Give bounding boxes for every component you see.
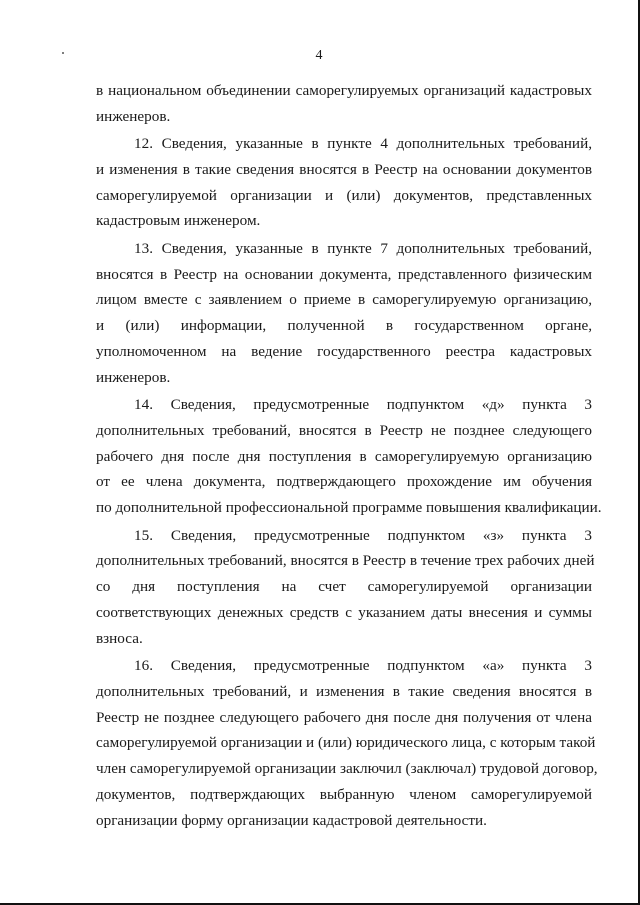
paragraph-line: дополнительных требований, вносятся в Реестр не позднее следующего — [96, 421, 592, 439]
paragraph-line: и (или) информации, полученной в государственном органе, — [96, 317, 592, 335]
paragraph-line: инженеров. — [96, 368, 171, 386]
paragraph-line: 14. Сведения, предусмотренные подпунктом «д» пункта 3 — [134, 396, 592, 414]
paragraph-line: дополнительных требований, и изменения в такие сведения вносятся в — [96, 682, 592, 700]
paragraph-line: документов, подтверждающих выбранную членом саморегулируемой — [96, 786, 592, 804]
paragraph-line: вносятся в Реестр на основании документа, представленного физическим — [96, 265, 592, 283]
paragraph-line: и изменения в такие сведения вносятся в Реестр на основании документов — [96, 160, 592, 178]
paragraph-16 — [96, 653, 598, 834]
paragraph-14 — [96, 392, 602, 521]
paragraph-line: инженеров. — [96, 107, 171, 125]
paragraph-15 — [96, 523, 595, 652]
paragraph-line: дополнительных требований, вносятся в Реестр в течение трех рабочих дней — [96, 552, 595, 570]
paragraph-line: лицом вместе с заявлением о приеме в саморегулируемую организацию, — [96, 291, 592, 309]
paragraph-line: соответствующих денежных средств с указанием даты внесения и суммы — [96, 603, 592, 621]
paragraph-13 — [96, 236, 592, 391]
paragraph-line: от ее члена документа, подтверждающего прохождение им обучения — [96, 473, 592, 491]
paragraph-line: рабочего дня после дня поступления в саморегулируемую организацию — [96, 447, 592, 465]
paragraph-line: взноса. — [96, 629, 143, 647]
paragraph-line: в национальном объединении саморегулируемых организаций кадастровых — [96, 82, 592, 99]
paragraph-line: Реестр не позднее следующего рабочего дня после дня получения от члена — [96, 708, 592, 726]
paragraph-line: саморегулируемой организации и (или) юридического лица, с которым такой — [96, 734, 596, 752]
paragraph-line: 13. Сведения, указанные в пункте 7 дополнительных требований, — [134, 239, 592, 257]
paragraph-line: член саморегулируемой организации заключил (заключал) трудовой договор, — [96, 760, 598, 778]
paragraph-line: по дополнительной профессиональной программе повышения квалификации. — [96, 499, 602, 517]
paragraph-continuation — [96, 78, 592, 130]
paragraph-line: саморегулируемой организации и (или) документов, представленных — [96, 186, 592, 204]
paragraph-line: организации форму организации кадастровой деятельности. — [96, 811, 487, 829]
paragraph-line: кадастровым инженером. — [96, 212, 261, 230]
paragraph-line: уполномоченном на ведение государственного реестра кадастровых — [96, 342, 592, 360]
paragraph-line: со дня поступления на счет саморегулируемой организации — [96, 578, 592, 596]
document-body — [96, 78, 602, 834]
paragraph-line: 16. Сведения, предусмотренные подпунктом «а» пункта 3 — [134, 657, 592, 675]
paragraph-line: 12. Сведения, указанные в пункте 4 дополнительных требований, — [134, 135, 592, 153]
paragraph-12 — [96, 131, 592, 234]
paragraph-line: 15. Сведения, предусмотренные подпунктом «з» пункта 3 — [134, 526, 592, 544]
page-number: 4 — [315, 48, 323, 63]
